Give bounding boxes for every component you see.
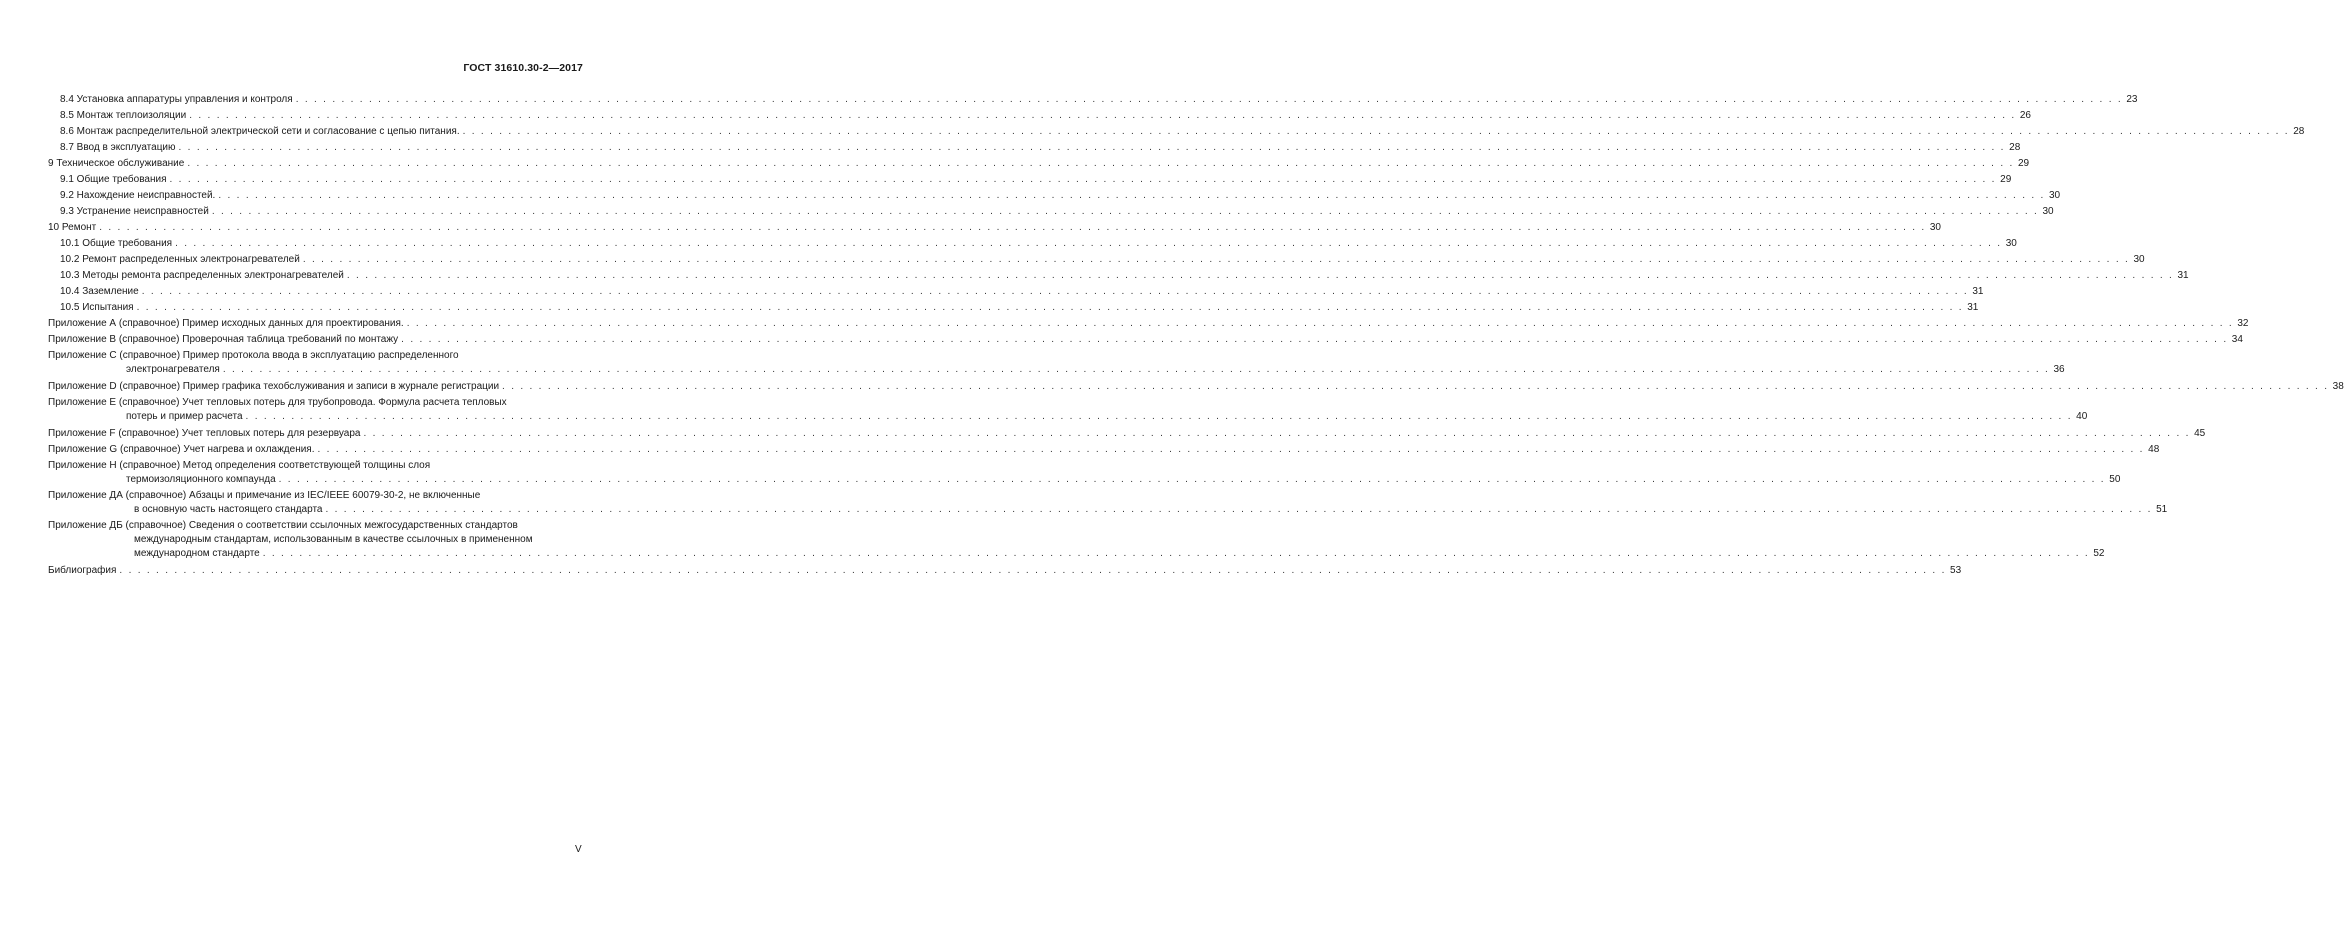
dot-leader: . . . . . . . . . . . . . . . . . . . . . . . . . . . . . . . . . . . . . . . . . . . . . . . . . . . . . . . . . . . . . . . . . . . . . . . . . . . . . . . . . . . . . . . . . . . . . . . . . . . . . . . . . . . . . . . . . . . . . . . . . . . . . . . . . . . . . . . . . . . . . . . . . . . . . . . . . . . . . . . . . . . . . . . . . . . . . . . . . . . . . . . . . . . . . . . . . . . . . . . . <box>99 222 1926 233</box>
toc-page-number: 31 <box>1972 286 1984 297</box>
toc-entry-title: 8.5 Монтаж теплоизоляции <box>60 110 187 121</box>
toc-page-number: 28 <box>2293 126 2305 137</box>
page-number: V <box>575 844 582 855</box>
toc-entry-title: 10.3 Методы ремонта распределенных электронагревателей <box>60 270 344 281</box>
toc-entry-title: Приложение Н (справочное) Метод определения соответствующей толщины слоя <box>48 460 431 471</box>
dot-leader: . . . . . . . . . . . . . . . . . . . . . . . . . . . . . . . . . . . . . . . . . . . . . . . . . . . . . . . . . . . . . . . . . . . . . . . . . . . . . . . . . . . . . . . . . . . . . . . . . . . . . . . . . . . . . . . . . . . . . . . . . . . . . . . . . . . . . . . . . . . . . . . . . . . . . . . . . . . . . . . . . . . . . . . . . . . . . . . . . . . . . . . . . . . . . . . . . . . . . . . . <box>302 254 2130 265</box>
dot-leader: . . . . . . . . . . . . . . . . . . . . . . . . . . . . . . . . . . . . . . . . . . . . . . . . . . . . . . . . . . . . . . . . . . . . . . . . . . . . . . . . . . . . . . . . . . . . . . . . . . . . . . . . . . . . . . . . . . . . . . . . . . . . . . . . . . . . . . . . . . . . . . . . . . . . . . . . . . . . . . . . . . . . . . . . . . . . . . . . . . . . . . . . . . . . . . . . . . . . . . . . <box>136 302 1964 313</box>
toc-entry[interactable] <box>48 268 2189 284</box>
toc-entry[interactable] <box>48 547 2105 561</box>
toc-entry-title: Приложение ДБ (справочное) Сведения о соответствии ссылочных межгосударственных стандартов <box>48 520 518 531</box>
toc-page-number: 28 <box>2009 142 2021 153</box>
toc-entry[interactable] <box>48 92 2138 108</box>
toc-entry-title: Приложение Е (справочное) Учет тепловых потерь для трубопровода. Формула расчета тепловых <box>48 397 507 408</box>
toc-entry[interactable] <box>48 379 2344 395</box>
toc-entry-multiline[interactable] <box>48 459 2121 487</box>
toc-entry-title: Библиография <box>48 565 117 576</box>
toc-entry-title: 9 Техническое обслуживание <box>48 158 185 169</box>
toc-entry[interactable] <box>48 284 1984 300</box>
toc-entry[interactable] <box>48 124 2305 140</box>
table-of-contents <box>48 92 2344 579</box>
toc-entry[interactable] <box>48 563 1962 579</box>
toc-entry[interactable] <box>48 188 2061 204</box>
toc-entry-multiline[interactable] <box>48 519 2105 561</box>
dot-leader: . . . . . . . . . . . . . . . . . . . . . . . . . . . . . . . . . . . . . . . . . . . . . . . . . . . . . . . . . . . . . . . . . . . . . . . . . . . . . . . . . . . . . . . . . . . . . . . . . . . . . . . . . . . . . . . . . . . . . . . . . . . . . . . . . . . . . . . . . . . . . . . . . . . . . . . . . . . . . . . . . . . . . . . . . . . . . . . . . . . . . . . . . . . . . . . . . . . . . . . . <box>189 110 2016 121</box>
toc-entry[interactable] <box>48 220 1941 236</box>
toc-page-number: 30 <box>2133 254 2145 265</box>
dot-leader: . . . . . . . . . . . . . . . . . . . . . . . . . . . . . . . . . . . . . . . . . . . . . . . . . . . . . . . . . . . . . . . . . . . . . . . . . . . . . . . . . . . . . . . . . . . . . . . . . . . . . . . . . . . . . . . . . . . . . . . . . . . . . . . . . . . . . . . . . . . . . . . . . . . . . . . . . . . . . . . . . . . . . . . . . . . . . . . . . . . . . . . . . . . . . . . . . . . . . . . . <box>462 126 2290 137</box>
toc-entry[interactable] <box>48 410 2088 424</box>
toc-entry[interactable] <box>48 156 2030 172</box>
toc-entry[interactable] <box>48 473 2121 487</box>
toc-entry-title: Приложение G (справочное) Учет нагрева и охлаждения. <box>48 444 315 455</box>
dot-leader: . . . . . . . . . . . . . . . . . . . . . . . . . . . . . . . . . . . . . . . . . . . . . . . . . . . . . . . . . . . . . . . . . . . . . . . . . . . . . . . . . . . . . . . . . . . . . . . . . . . . . . . . . . . . . . . . . . . . . . . . . . . . . . . . . . . . . . . . . . . . . . . . . . . . . . . . . . . . . . . . . . . . . . . . . . . . . . . . . . . . . . . . . . . . . . . . . . . . . . . . <box>502 381 2329 392</box>
toc-page-number: 52 <box>2093 548 2105 559</box>
dot-leader: . . . . . . . . . . . . . . . . . . . . . . . . . . . . . . . . . . . . . . . . . . . . . . . . . . . . . . . . . . . . . . . . . . . . . . . . . . . . . . . . . . . . . . . . . . . . . . . . . . . . . . . . . . . . . . . . . . . . . . . . . . . . . . . . . . . . . . . . . . . . . . . . . . . . . . . . . . . . . . . . . . . . . . . . . . . . . . . . . . . . . . . . . . . . . . . . . . . . . . . . <box>346 270 2174 281</box>
standard-designation: ГОСТ 31610.30-2—2017 <box>463 62 583 74</box>
toc-entry[interactable] <box>48 140 2021 156</box>
dot-leader: . . . . . . . . . . . . . . . . . . . . . . . . . . . . . . . . . . . . . . . . . . . . . . . . . . . . . . . . . . . . . . . . . . . . . . . . . . . . . . . . . . . . . . . . . . . . . . . . . . . . . . . . . . . . . . . . . . . . . . . . . . . . . . . . . . . . . . . . . . . . . . . . . . . . . . . . . . . . . . . . . . . . . . . . . . . . . . . . . . . . . . . . . . . . . . . . . . . . . . . . <box>175 238 2002 249</box>
toc-entry-title: 8.6 Монтаж распределительной электрической сети и согласование с цепью питания. <box>60 126 460 137</box>
dot-leader: . . . . . . . . . . . . . . . . . . . . . . . . . . . . . . . . . . . . . . . . . . . . . . . . . . . . . . . . . . . . . . . . . . . . . . . . . . . . . . . . . . . . . . . . . . . . . . . . . . . . . . . . . . . . . . . . . . . . . . . . . . . . . . . . . . . . . . . . . . . . . . . . . . . . . . . . . . . . . . . . . . . . . . . . . . . . . . . . . . . . . . . . . . . . . . . . . . . . . . . . <box>218 190 2046 201</box>
toc-page-number: 51 <box>2156 504 2168 515</box>
toc-entry-multiline[interactable] <box>48 489 2168 517</box>
dot-leader: . . . . . . . . . . . . . . . . . . . . . . . . . . . . . . . . . . . . . . . . . . . . . . . . . . . . . . . . . . . . . . . . . . . . . . . . . . . . . . . . . . . . . . . . . . . . . . . . . . . . . . . . . . . . . . . . . . . . . . . . . . . . . . . . . . . . . . . . . . . . . . . . . . . . . . . . . . . . . . . . . . . . . . . . . . . . . . . . . . . . . . . . . . . . . . . . . . . . . . . . <box>406 318 2234 329</box>
toc-entry[interactable] <box>48 172 2012 188</box>
toc-page-number: 23 <box>2126 94 2138 105</box>
dot-leader: . . . . . . . . . . . . . . . . . . . . . . . . . . . . . . . . . . . . . . . . . . . . . . . . . . . . . . . . . . . . . . . . . . . . . . . . . . . . . . . . . . . . . . . . . . . . . . . . . . . . . . . . . . . . . . . . . . . . . . . . . . . . . . . . . . . . . . . . . . . . . . . . . . . . . . . . . . . . . . . . . . . . . . . . . . . . . . . . . . . . . . . . . . . . . . . . . . . . . . . . <box>141 286 1969 297</box>
toc-entry[interactable] <box>48 332 2243 348</box>
toc-entry-title: Приложение С (справочное) Пример протокола ввода в эксплуатацию распределенного <box>48 350 459 361</box>
toc-entry[interactable] <box>48 363 2065 377</box>
toc-page-number: 53 <box>1950 565 1962 576</box>
toc-page-number: 32 <box>2237 318 2249 329</box>
toc-page-number: 50 <box>2109 474 2121 485</box>
toc-entry-title: 10.1 Общие требования <box>60 238 173 249</box>
toc-entry[interactable] <box>48 316 2249 332</box>
dot-leader: . . . . . . . . . . . . . . . . . . . . . . . . . . . . . . . . . . . . . . . . . . . . . . . . . . . . . . . . . . . . . . . . . . . . . . . . . . . . . . . . . . . . . . . . . . . . . . . . . . . . . . . . . . . . . . . . . . . . . . . . . . . . . . . . . . . . . . . . . . . . . . . . . . . . . . . . . . . . . . . . . . . . . . . . . . . . . . . . . . . . . . . . . . . . . . . . . . . . . . . . <box>295 94 2123 105</box>
toc-entry-title: Приложение F (справочное) Учет тепловых потерь для резервуара <box>48 428 361 439</box>
dot-leader: . . . . . . . . . . . . . . . . . . . . . . . . . . . . . . . . . . . . . . . . . . . . . . . . . . . . . . . . . . . . . . . . . . . . . . . . . . . . . . . . . . . . . . . . . . . . . . . . . . . . . . . . . . . . . . . . . . . . . . . . . . . . . . . . . . . . . . . . . . . . . . . . . . . . . . . . . . . . . . . . . . . . . . . . . . . . . . . . . . . . . . . . . . . . . . . . . . . . . . . . <box>187 158 2015 169</box>
dot-leader: . . . . . . . . . . . . . . . . . . . . . . . . . . . . . . . . . . . . . . . . . . . . . . . . . . . . . . . . . . . . . . . . . . . . . . . . . . . . . . . . . . . . . . . . . . . . . . . . . . . . . . . . . . . . . . . . . . . . . . . . . . . . . . . . . . . . . . . . . . . . . . . . . . . . . . . . . . . . . . . . . . . . . . . . . . . . . . . . . . . . . . . . . . . . . . . . . . . . . . . . <box>178 142 2006 153</box>
toc-entry-title: 10.5 Испытания <box>60 302 134 313</box>
toc-page-number: 30 <box>2042 206 2054 217</box>
toc-entry[interactable] <box>48 503 2168 517</box>
toc-page-number: 31 <box>1967 302 1979 313</box>
toc-entry-title: 10.2 Ремонт распределенных электронагревателей <box>60 254 300 265</box>
toc-entry-title: 10.4 Заземление <box>60 286 139 297</box>
toc-entry-multiline[interactable] <box>48 349 2065 377</box>
dot-leader: . . . . . . . . . . . . . . . . . . . . . . . . . . . . . . . . . . . . . . . . . . . . . . . . . . . . . . . . . . . . . . . . . . . . . . . . . . . . . . . . . . . . . . . . . . . . . . . . . . . . . . . . . . . . . . . . . . . . . . . . . . . . . . . . . . . . . . . . . . . . . . . . . . . . . . . . . . . . . . . . . . . . . . . . . . . . . . . . . . . . . . . . . . . . . . . . . . . . . . . . <box>119 565 1947 576</box>
toc-page-number: 38 <box>2332 381 2344 392</box>
dot-leader: . . . . . . . . . . . . . . . . . . . . . . . . . . . . . . . . . . . . . . . . . . . . . . . . . . . . . . . . . . . . . . . . . . . . . . . . . . . . . . . . . . . . . . . . . . . . . . . . . . . . . . . . . . . . . . . . . . . . . . . . . . . . . . . . . . . . . . . . . . . . . . . . . . . . . . . . . . . . . . . . . . . . . . . . . . . . . . . . . . . . . . . . . . . . . . . . . . . . . . . . <box>278 474 2106 485</box>
toc-entry-title-continued: международным стандартам, использованным в качестве ссылочных в примененном <box>134 534 533 545</box>
toc-entry[interactable] <box>48 236 2017 252</box>
dot-leader: . . . . . . . . . . . . . . . . . . . . . . . . . . . . . . . . . . . . . . . . . . . . . . . . . . . . . . . . . . . . . . . . . . . . . . . . . . . . . . . . . . . . . . . . . . . . . . . . . . . . . . . . . . . . . . . . . . . . . . . . . . . . . . . . . . . . . . . . . . . . . . . . . . . . . . . . . . . . . . . . . . . . . . . . . . . . . . . . . . . . . . . . . . . . . . . . . . . . . . . . <box>363 428 2191 439</box>
toc-entry-title: Приложение D (справочное) Пример графика техобслуживания и записи в журнале регистрации <box>48 381 500 392</box>
toc-entry-title: Приложение ДА (справочное) Абзацы и примечание из IEC/IEEE 60079-30-2, не включенные <box>48 490 481 501</box>
toc-page-number: 29 <box>2000 174 2012 185</box>
toc-entry[interactable] <box>48 108 2031 124</box>
toc-page-number: 48 <box>2148 444 2160 455</box>
dot-leader: . . . . . . . . . . . . . . . . . . . . . . . . . . . . . . . . . . . . . . . . . . . . . . . . . . . . . . . . . . . . . . . . . . . . . . . . . . . . . . . . . . . . . . . . . . . . . . . . . . . . . . . . . . . . . . . . . . . . . . . . . . . . . . . . . . . . . . . . . . . . . . . . . . . . . . . . . . . . . . . . . . . . . . . . . . . . . . . . . . . . . . . . . . . . . . . . . . . . . . . . <box>317 444 2145 455</box>
toc-entry-title: потерь и пример расчета <box>126 411 243 422</box>
dot-leader: . . . . . . . . . . . . . . . . . . . . . . . . . . . . . . . . . . . . . . . . . . . . . . . . . . . . . . . . . . . . . . . . . . . . . . . . . . . . . . . . . . . . . . . . . . . . . . . . . . . . . . . . . . . . . . . . . . . . . . . . . . . . . . . . . . . . . . . . . . . . . . . . . . . . . . . . . . . . . . . . . . . . . . . . . . . . . . . . . . . . . . . . . . . . . . . . . . . . . . . . <box>245 411 2073 422</box>
toc-page-number: 45 <box>2194 428 2206 439</box>
toc-page-number: 30 <box>2048 190 2061 201</box>
dot-leader: . . . . . . . . . . . . . . . . . . . . . . . . . . . . . . . . . . . . . . . . . . . . . . . . . . . . . . . . . . . . . . . . . . . . . . . . . . . . . . . . . . . . . . . . . . . . . . . . . . . . . . . . . . . . . . . . . . . . . . . . . . . . . . . . . . . . . . . . . . . . . . . . . . . . . . . . . . . . . . . . . . . . . . . . . . . . . . . . . . . . . . . . . . . . . . . . . . . . . . . . <box>325 504 2153 515</box>
toc-page-number: 30 <box>2005 238 2017 249</box>
toc-entry-title: 8.4 Установка аппаратуры управления и контроля <box>60 94 293 105</box>
toc-entry[interactable] <box>48 204 2054 220</box>
toc-page-number: 29 <box>2017 158 2030 169</box>
toc-entry[interactable] <box>48 426 2206 442</box>
toc-entry-title: 9.1 Общие требования <box>60 174 167 185</box>
toc-entry-title: международном стандарте <box>134 548 260 559</box>
dot-leader: . . . . . . . . . . . . . . . . . . . . . . . . . . . . . . . . . . . . . . . . . . . . . . . . . . . . . . . . . . . . . . . . . . . . . . . . . . . . . . . . . . . . . . . . . . . . . . . . . . . . . . . . . . . . . . . . . . . . . . . . . . . . . . . . . . . . . . . . . . . . . . . . . . . . . . . . . . . . . . . . . . . . . . . . . . . . . . . . . . . . . . . . . . . . . . . . . . . . . . . . <box>222 364 2050 375</box>
toc-page-number: 31 <box>2177 270 2189 281</box>
toc-page-number: 26 <box>2019 110 2031 121</box>
dot-leader: . . . . . . . . . . . . . . . . . . . . . . . . . . . . . . . . . . . . . . . . . . . . . . . . . . . . . . . . . . . . . . . . . . . . . . . . . . . . . . . . . . . . . . . . . . . . . . . . . . . . . . . . . . . . . . . . . . . . . . . . . . . . . . . . . . . . . . . . . . . . . . . . . . . . . . . . . . . . . . . . . . . . . . . . . . . . . . . . . . . . . . . . . . . . . . . . . . . . . . . . <box>401 334 2228 345</box>
toc-entry[interactable] <box>48 442 2160 458</box>
dot-leader: . . . . . . . . . . . . . . . . . . . . . . . . . . . . . . . . . . . . . . . . . . . . . . . . . . . . . . . . . . . . . . . . . . . . . . . . . . . . . . . . . . . . . . . . . . . . . . . . . . . . . . . . . . . . . . . . . . . . . . . . . . . . . . . . . . . . . . . . . . . . . . . . . . . . . . . . . . . . . . . . . . . . . . . . . . . . . . . . . . . . . . . . . . . . . . . . . . . . . . . . <box>169 174 1997 185</box>
toc-page-number: 34 <box>2231 334 2243 345</box>
toc-entry[interactable] <box>48 252 2145 268</box>
toc-entry-title: 9.3 Устранение неисправностей <box>60 206 209 217</box>
toc-page-number: 30 <box>1929 222 1941 233</box>
toc-entry-title: Приложение В (справочное) Проверочная таблица требований по монтажу <box>48 334 399 345</box>
toc-entry-title: в основную часть настоящего стандарта <box>134 504 323 515</box>
toc-entry-multiline[interactable] <box>48 396 2088 424</box>
toc-entry-title: 9.2 Нахождение неисправностей. <box>60 190 216 201</box>
toc-page-number: 36 <box>2053 364 2065 375</box>
dot-leader: . . . . . . . . . . . . . . . . . . . . . . . . . . . . . . . . . . . . . . . . . . . . . . . . . . . . . . . . . . . . . . . . . . . . . . . . . . . . . . . . . . . . . . . . . . . . . . . . . . . . . . . . . . . . . . . . . . . . . . . . . . . . . . . . . . . . . . . . . . . . . . . . . . . . . . . . . . . . . . . . . . . . . . . . . . . . . . . . . . . . . . . . . . . . . . . . . . . . . . . . <box>262 548 2090 559</box>
toc-entry-title: 10 Ремонт <box>48 222 97 233</box>
toc-entry-title: 8.7 Ввод в эксплуатацию <box>60 142 176 153</box>
toc-entry-title: Приложение А (справочное) Пример исходных данных для проектирования. <box>48 318 404 329</box>
dot-leader: . . . . . . . . . . . . . . . . . . . . . . . . . . . . . . . . . . . . . . . . . . . . . . . . . . . . . . . . . . . . . . . . . . . . . . . . . . . . . . . . . . . . . . . . . . . . . . . . . . . . . . . . . . . . . . . . . . . . . . . . . . . . . . . . . . . . . . . . . . . . . . . . . . . . . . . . . . . . . . . . . . . . . . . . . . . . . . . . . . . . . . . . . . . . . . . . . . . . . . . . <box>211 206 2039 217</box>
toc-entry-title: электронагревателя <box>126 364 220 375</box>
toc-entry[interactable] <box>48 300 1979 316</box>
toc-entry-title: термоизоляционного компаунда <box>126 474 276 485</box>
toc-page-number: 40 <box>2076 411 2088 422</box>
